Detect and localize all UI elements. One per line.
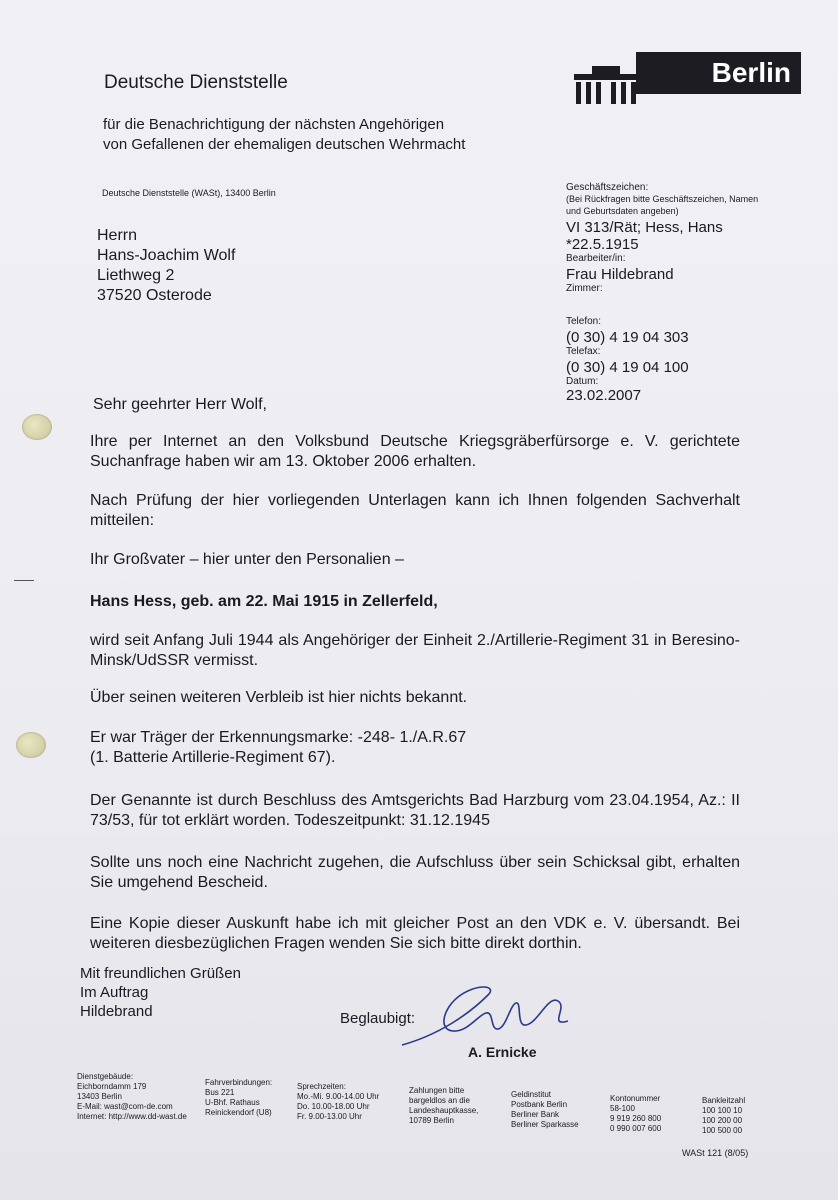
org-subtitle: für die Benachrichtigung der nächsten Angehörigen von Gefallenen der ehemaligen deutschen Wehrmacht: [103, 116, 466, 153]
certified-label: Beglaubigt:: [340, 1010, 416, 1027]
fax-label: Telefax:: [566, 346, 601, 357]
paragraph: Ihre per Internet an den Volksbund Deutsche Kriegsgräberfürsorge e. V. gerichtete Suchanfrage haben wir am 13. Oktober 2006 erhalten.: [90, 433, 740, 470]
ref-label: Geschäftszeichen:: [566, 182, 649, 193]
sender-line: Deutsche Dienststelle (WASt), 13400 Berlin: [102, 188, 276, 198]
paragraph: Der Genannte ist durch Beschluss des Amtsgerichts Bad Harzburg vom 23.04.1954, Az.: II 73/53, für tot erklärt worden. Todeszeitpunkt: 31.12.1945: [90, 792, 740, 829]
footer-hours: Sprechzeiten: Mo.-Mi. 9.00-14.00 Uhr Do. 10.00-18.00 Uhr Fr. 9.00-13.00 Uhr: [297, 1082, 380, 1121]
date-value: 23.02.2007: [566, 387, 642, 404]
footer-bank: Geldinstitut Postbank Berlin Berliner Bank Berliner Sparkasse: [511, 1090, 579, 1129]
subject-person: Hans Hess, geb. am 22. Mai 1915 in Zellerfeld,: [90, 593, 438, 610]
paragraph: Ihr Großvater – hier unter den Personalien –: [90, 551, 404, 568]
footer-sortcode: Bankleitzahl 100 100 10 100 200 00 100 500 00: [702, 1096, 746, 1135]
clerk-label: Bearbeiter/in:: [566, 253, 626, 264]
phone-value: (0 30) 4 19 04 303: [566, 329, 689, 346]
salutation: Sehr geehrter Herr Wolf,: [93, 396, 267, 413]
signature: [398, 975, 578, 1055]
form-number: WASt 121 (8/05): [682, 1148, 749, 1158]
footer-payments: Zahlungen bitte bargeldlos an die Landeshauptkasse, 10789 Berlin: [409, 1086, 479, 1125]
paragraph: Sollte uns noch eine Nachricht zugehen, die Aufschluss über sein Schicksal gibt, erhalten Sie umgehend Bescheid.: [90, 854, 740, 891]
fold-mark: [14, 580, 34, 581]
org-title: Deutsche Dienststelle: [104, 72, 288, 93]
room-label: Zimmer:: [566, 283, 603, 294]
paragraph: Über seinen weiteren Verbleib ist hier nichts bekannt.: [90, 689, 468, 706]
ref-value: VI 313/Rät; Hess, Hans: [566, 219, 723, 236]
date-label: Datum:: [566, 376, 599, 387]
punch-hole: [16, 732, 46, 758]
clerk-value: Frau Hildebrand: [566, 266, 674, 283]
phone-label: Telefon:: [566, 316, 602, 327]
signer-stamp: A. Ernicke: [468, 1044, 537, 1060]
footer-building: Dienstgebäude: Eichborndamm 179 13403 Berlin E-Mail: wast@com-de.com Internet: http://www.dd-wast.de: [77, 1072, 187, 1121]
recipient-address: Herrn Hans-Joachim Wolf Liethweg 2 37520 Osterode: [97, 227, 236, 304]
paragraph: Nach Prüfung der hier vorliegenden Unterlagen kann ich Ihnen folgenden Sachverhalt mitteilen:: [90, 492, 740, 529]
paragraph: Er war Träger der Erkennungsmarke: -248- 1./A.R.67 (1. Batterie Artillerie-Regiment 67).: [90, 729, 467, 766]
footer-account: Kontonummer 58-100 9 919 260 800 0 990 007 600: [610, 1094, 662, 1133]
paragraph: wird seit Anfang Juli 1944 als Angehöriger der Einheit 2./Artillerie-Regiment 31 in Beresino-Minsk/UdSSR vermisst.: [90, 632, 740, 669]
fax-value: (0 30) 4 19 04 100: [566, 359, 689, 376]
reference-block: Geschäftszeichen: (Bei Rückfragen bitte Geschäftszeichen, Namen und Geburtsdaten angeben) VI 313/Rät; Hess, Hans *22.5.1915 Bearbeiter/in: Frau Hildebrand Zimmer: Telefon: (0 30) 4 19 04 303 Telefax: (0 30) 4 19 04 100 Datum: 23.02.2007: [566, 182, 826, 404]
paragraph: Eine Kopie dieser Auskunft habe ich mit gleicher Post an den VDK e. V. übersandt. Bei weiteren diesbezüglichen Fragen wenden Sie sich bitte direkt dorthin.: [90, 915, 740, 952]
punch-hole: [22, 414, 52, 440]
closing: Mit freundlichen Grüßen Im Auftrag Hildebrand: [80, 965, 241, 1020]
brandenburg-gate-icon: [574, 52, 640, 106]
logo-text: Berlin: [636, 52, 801, 94]
footer-transport: Fahrverbindungen: Bus 221 U-Bhf. Rathaus Reinickendorf (U8): [205, 1078, 273, 1117]
